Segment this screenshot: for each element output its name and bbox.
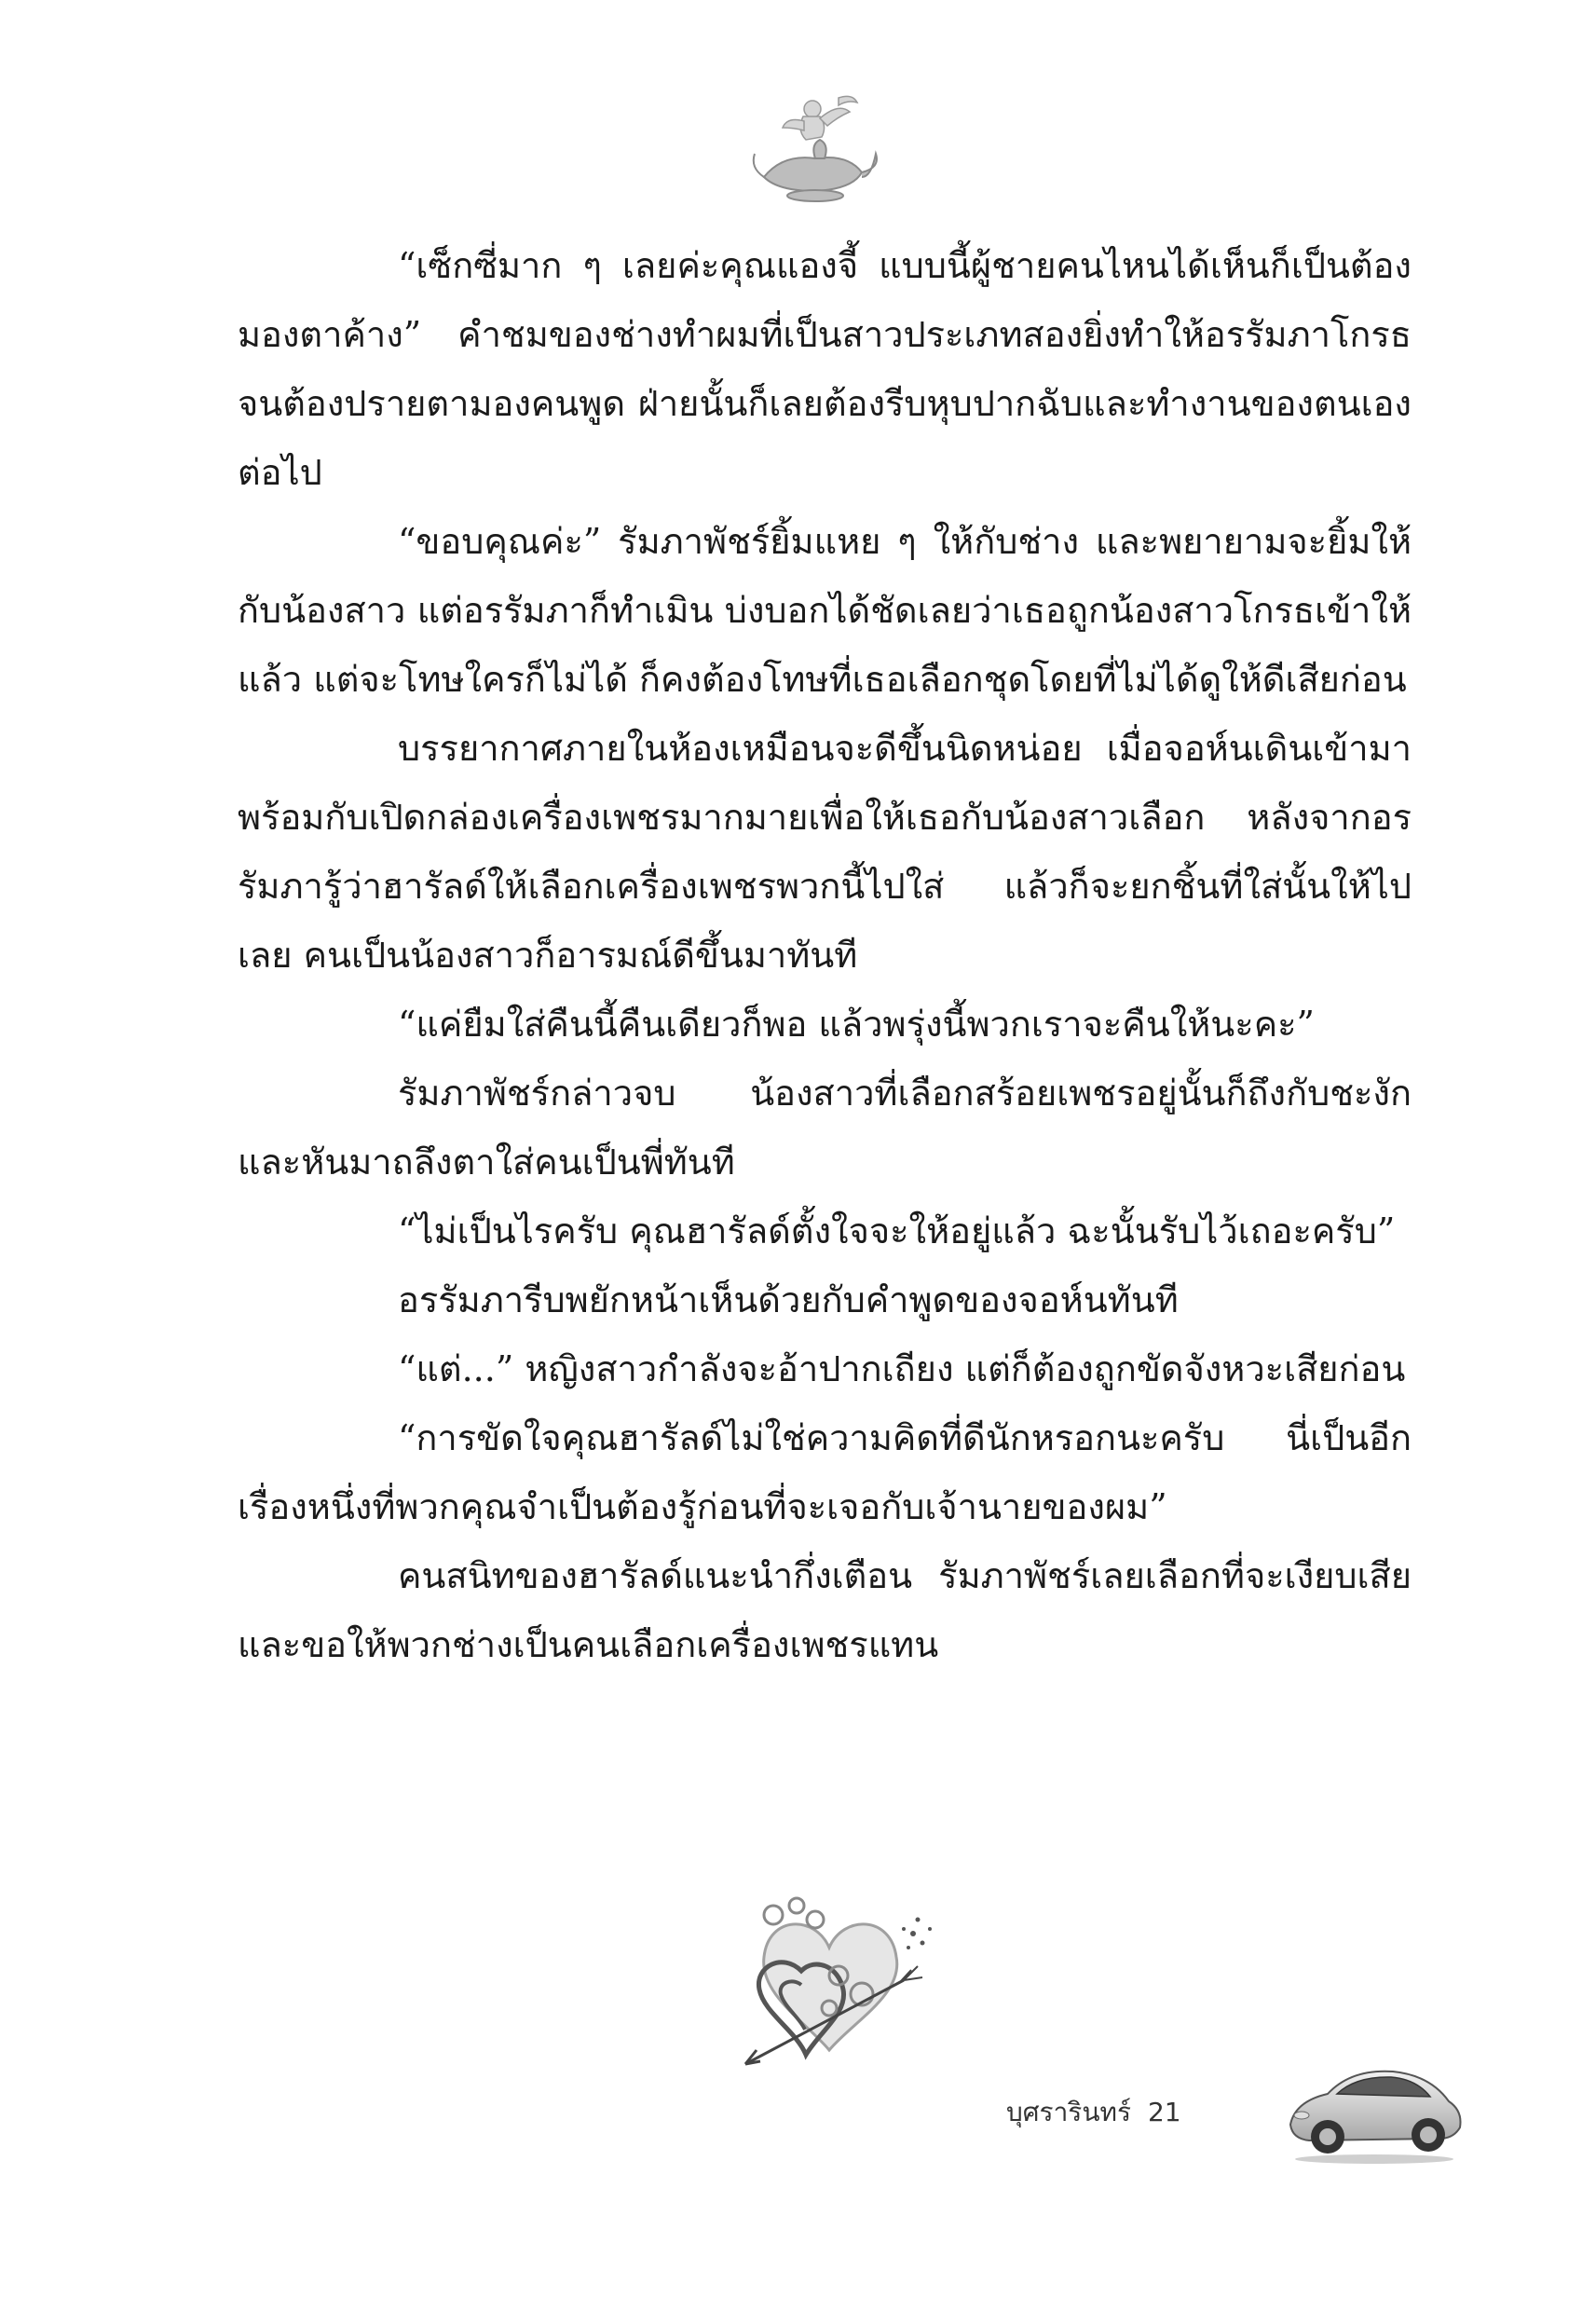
paragraph: คนสนิทของฮารัลด์แนะนำกึ่งเตือน รัมภาพัชร์เลยเลือกที่จะเงียบเสีย และขอให้พวกช่างเป็นคนเลือกเครื่องเพชรแทน bbox=[238, 1555, 1412, 1665]
sports-car-icon bbox=[1281, 2045, 1467, 2167]
paragraph: “การขัดใจคุณฮารัลด์ไม่ใช่ความคิดที่ดีนักหรอกนะครับ นี่เป็นอีกเรื่องหนึ่งที่พวกคุณจำเป็นต้องรู้ก่อนที่จะเจอกับเจ้านายของผม” bbox=[238, 1417, 1412, 1527]
story-text bbox=[238, 231, 1412, 1679]
paragraph: บรรยากาศภายในห้องเหมือนจะดีขึ้นนิดหน่อย เมื่อจอห์นเดินเข้ามาพร้อมกับเปิดกล่องเครื่องเพชรมากมายเพื่อให้เธอกับน้องสาวเลือก หลังจากอรรัมภารู้ว่าฮารัลด์ให้เลือกเครื่องเพชรพวกนี้ไปใส่ แล้วก็จะยกชิ้นที่ใส่นั้นให้ไปเลย คนเป็นน้องสาวก็อารมณ์ดีขึ้นมาทันที bbox=[238, 728, 1412, 976]
page-number: 21 bbox=[1147, 2097, 1181, 2127]
lamp-cupid-ornament-icon bbox=[745, 89, 885, 210]
paragraph: “ไม่เป็นไรครับ คุณฮารัลด์ตั้งใจจะให้อยู่แล้ว ฉะนั้นรับไว้เถอะครับ” bbox=[398, 1210, 1396, 1251]
author-name: บุศรารินทร์ bbox=[1006, 2097, 1131, 2127]
paragraph: รัมภาพัชร์กล่าวจบ น้องสาวที่เลือกสร้อยเพชรอยู่นั้นก็ถึงกับชะงัก และหันมาถลึงตาใส่คนเป็นพี่ทันที bbox=[238, 1073, 1412, 1183]
page-footer bbox=[1006, 2092, 1181, 2133]
paragraph: “ขอบคุณค่ะ” รัมภาพัชร์ยิ้มแหย ๆ ให้กับช่าง และพยายามจะยิ้มให้กับน้องสาว แต่อรรัมภาก็ทำเมิน บ่งบอกได้ชัดเลยว่าเธอถูกน้องสาวโกรธเข้าให้แล้ว แต่จะโทษใครก็ไม่ได้ ก็คงต้องโทษที่เธอเลือกชุดโดยที่ไม่ได้ดูให้ดีเสียก่อน bbox=[238, 521, 1412, 700]
paragraph: “แต่...” หญิงสาวกำลังจะอ้าปากเถียง แต่ก็ต้องถูกขัดจังหวะเสียก่อน bbox=[398, 1348, 1406, 1389]
paragraph: อรรัมภารีบพยักหน้าเห็นด้วยกับคำพูดของจอห์นทันที bbox=[398, 1279, 1179, 1320]
paragraph: “แค่ยืมใส่คืนนี้คืนเดียวก็พอ แล้วพรุ่งนี้พวกเราจะคืนให้นะคะ” bbox=[398, 1004, 1315, 1045]
paragraph: “เซ็กซี่มาก ๆ เลยค่ะคุณแองจี้ แบบนี้ผู้ชายคนไหนได้เห็นก็เป็นต้องมองตาค้าง” คำชมของช่างทำผมที่เป็นสาวประเภทสองยิ่งทำให้อรรัมภาโกรธจนต้องปรายตามองคนพูด ฝ่ายนั้นก็เลยต้องรีบหุบปากฉับและทำงานของตนเองต่อไป bbox=[238, 245, 1412, 493]
heart-arrow-ornament-icon bbox=[717, 1892, 941, 2087]
